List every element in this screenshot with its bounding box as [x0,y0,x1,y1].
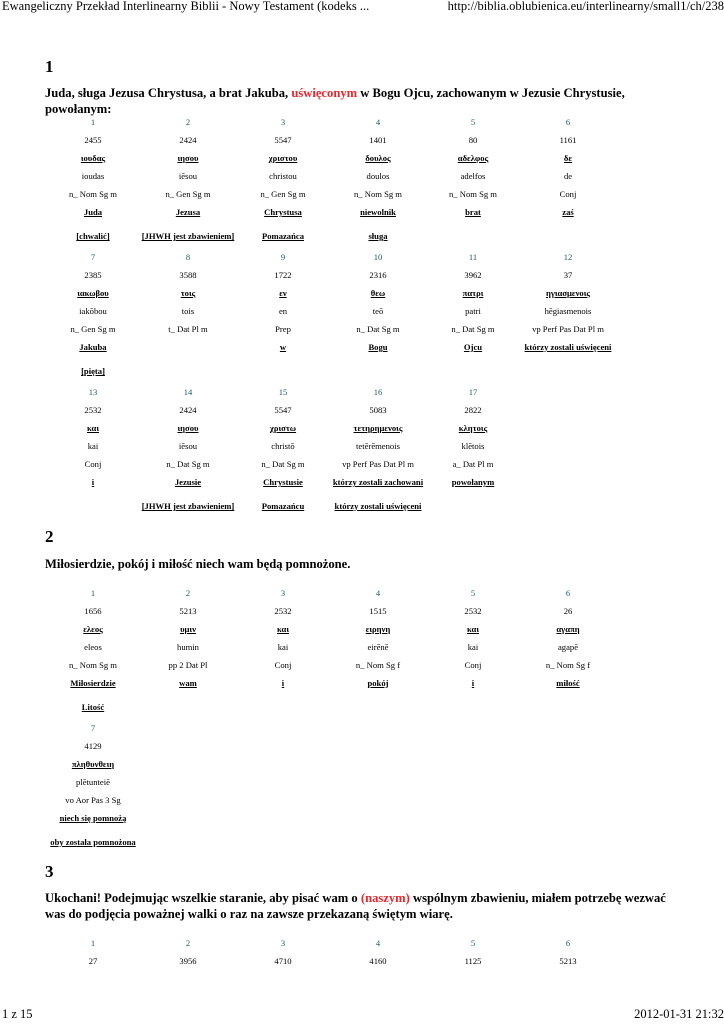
word-number: 3 [280,588,286,598]
polish-translation[interactable]: zaś [562,207,574,217]
transliteration: tetērēmenois [356,441,400,451]
page-counter: 1 z 15 [2,1007,33,1021]
transliteration: iēsou [178,171,198,181]
strong-number: 5213 [559,956,577,966]
morphology: n_ Dat Sg m [451,324,495,334]
greek-word[interactable]: αδελφος [457,153,489,163]
transliteration: kai [277,642,289,652]
polish-translation[interactable]: którzy zostali zachowani [332,477,424,487]
transliteration: ioudas [81,171,105,181]
word-number: 4 [375,588,381,598]
polish-translation[interactable]: Ojcu [463,342,483,352]
word-number: 4 [375,117,381,127]
strong-number: 1656 [84,606,102,616]
polish-translation[interactable]: miłość [556,678,580,688]
greek-word[interactable]: ειρηνη [365,624,391,634]
polish-translation[interactable]: Jezusa [175,207,201,217]
greek-word[interactable]: και [87,423,99,433]
word-number: 2 [185,588,191,598]
polish-translation[interactable]: Chrystusie [263,477,303,487]
strong-number: 1161 [559,135,577,145]
print-datetime: 2012-01-31 21:32 [634,1007,724,1021]
greek-word[interactable]: ιακωβου [77,288,109,298]
strong-number: 3962 [464,270,482,280]
strong-number: 27 [88,956,98,966]
transliteration: kai [87,441,99,451]
strong-number: 37 [563,270,573,280]
morphology: n_ Dat Sg m [166,459,210,469]
word-number: 10 [373,252,383,262]
word-number: 4 [375,938,381,948]
greek-word[interactable]: και [467,624,479,634]
strong-number: 4129 [84,741,102,751]
alternative-translation[interactable]: [JHWH jest zbawieniem] [141,231,235,241]
transliteration: kai [467,642,479,652]
alternative-translation[interactable]: Pomazańca [261,231,304,241]
strong-number: 2316 [369,270,387,280]
morphology: n_ Nom Sg m [354,189,402,199]
greek-word[interactable]: ελεος [83,624,103,634]
strong-number: 3956 [179,956,197,966]
greek-word[interactable]: εν [279,288,287,298]
alternative-translation[interactable]: Litość [81,702,105,712]
polish-translation[interactable]: brat [465,207,481,217]
page-url[interactable]: http://biblia.oblubienica.eu/interlinearny/small1/ch/238 [447,0,724,13]
word-number: 3 [280,938,286,948]
strong-number: 2424 [179,405,197,415]
transliteration: de [563,171,573,181]
transliteration: patri [465,306,481,316]
morphology: Conj [464,660,482,670]
polish-translation[interactable]: pokój [367,678,389,688]
strong-number: 4710 [274,956,292,966]
alternative-translation[interactable]: sługa [368,231,388,241]
verse-number: 2 [45,527,54,546]
alternative-translation[interactable]: [JHWH jest zbawieniem] [141,501,235,511]
polish-translation[interactable]: i [91,477,95,487]
word-number: 16 [373,387,383,397]
polish-translation[interactable]: i [281,678,285,688]
word-number: 1 [90,938,96,948]
morphology: vo Aor Pas 3 Sg [65,795,121,805]
greek-word[interactable]: και [277,624,289,634]
greek-word[interactable]: κλητοις [458,423,488,433]
strong-number: 2385 [84,270,102,280]
word-number: 6 [565,117,571,127]
word-number: 7 [90,723,96,733]
transliteration: adelfos [460,171,486,181]
greek-word[interactable]: ιησου [177,153,199,163]
greek-word[interactable]: χριστω [269,423,297,433]
strong-number: 2532 [84,405,102,415]
strong-number: 2424 [179,135,197,145]
transliteration: teō [372,306,384,316]
strong-number: 2532 [274,606,292,616]
verse-text: Juda, sługa Jezusa Chrystusa, a brat Jakuba, uświęconym w Bogu Ojcu, zachowanym w Jezusie Chrystusie, powołanym: [45,86,625,116]
word-number: 6 [565,588,571,598]
word-number: 14 [183,387,193,397]
verse-number: 1 [45,57,54,76]
alternative-translation[interactable]: Pomazańcu [261,501,305,511]
polish-translation[interactable]: powołanym [451,477,495,487]
alternative-translation[interactable]: [chwalić] [76,231,110,241]
strong-number: 2455 [84,135,102,145]
morphology: n_ Dat Sg m [356,324,400,334]
greek-word[interactable]: χριστου [268,153,298,163]
polish-translation[interactable]: Chrystusa [264,207,302,217]
transliteration: eleos [84,642,102,652]
polish-translation[interactable]: niewolnik [360,207,396,217]
strong-number: 5547 [274,405,292,415]
strong-number: 26 [563,606,573,616]
polish-translation[interactable]: Bogu [368,342,388,352]
polish-translation[interactable]: i [471,678,475,688]
morphology: n_ Nom Sg m [69,660,117,670]
transliteration: hēgiasmenois [544,306,592,316]
transliteration: en [278,306,288,316]
strong-number: 2532 [464,606,482,616]
morphology: n_ Nom Sg f [545,660,591,670]
morphology: n_ Dat Sg m [261,459,305,469]
alternative-translation[interactable]: [pięta] [81,366,105,376]
word-number: 5 [470,117,476,127]
greek-word[interactable]: τετηρημενοις [353,423,403,433]
strong-number: 5213 [179,606,197,616]
morphology: pp 2 Dat Pl [168,660,208,670]
word-number: 12 [563,252,573,262]
verse-text: Ukochani! Podejmując wszelkie staranie, aby pisać wam o (naszym) wspólnym zbawieniu, miałem potrzebę wezwać was do podjęcia poważnej walki o raz na zawsze przekazaną świętym wiarę. [45,891,666,921]
greek-word[interactable]: ιησου [177,423,199,433]
word-number: 7 [90,252,96,262]
transliteration: klētois [461,441,485,451]
morphology: n_ Nom Sg m [449,189,497,199]
strong-number: 2822 [464,405,482,415]
strong-number: 5083 [369,405,387,415]
strong-number: 4160 [369,956,387,966]
word-number: 9 [280,252,286,262]
strong-number: 1722 [274,270,292,280]
transliteration: iēsou [178,441,198,451]
alternative-translation[interactable]: którzy zostali uświęceni [334,501,422,511]
word-number: 2 [185,117,191,127]
polish-translation[interactable]: którzy zostali uświęceni [524,342,612,352]
greek-word[interactable]: αγαπη [556,624,580,634]
morphology: Conj [559,189,577,199]
morphology: n_ Nom Sg f [355,660,401,670]
strong-number: 3588 [179,270,197,280]
strong-number: 5547 [274,135,292,145]
greek-word[interactable]: υμιν [180,624,196,634]
word-number: 8 [185,252,191,262]
polish-translation[interactable]: wam [179,678,197,688]
morphology: vp Perf Pas Dat Pl m [342,459,414,469]
alternative-translation[interactable]: oby została pomnożona [50,837,136,847]
transliteration: eirēnē [367,642,389,652]
polish-translation[interactable]: Juda [83,207,103,217]
transliteration: agapē [557,642,579,652]
verse-text: Miłosierdzie, pokój i miłość niech wam będą pomnożone. [45,557,351,571]
morphology: n_ Gen Sg m [70,324,116,334]
word-number: 3 [280,117,286,127]
transliteration: humin [177,642,199,652]
verse-number: 3 [45,862,54,881]
morphology: n_ Nom Sg m [69,189,117,199]
greek-word[interactable]: ηγιασμενοις [545,288,590,298]
morphology: n_ Gen Sg m [165,189,211,199]
polish-translation[interactable]: w [279,342,287,352]
greek-word[interactable]: ιουδας [80,153,106,163]
greek-word[interactable]: δε [563,153,573,163]
morphology: t_ Dat Pl m [168,324,208,334]
transliteration: christō [271,441,295,451]
transliteration: iakōbou [79,306,107,316]
word-number: 15 [278,387,288,397]
word-number: 1 [90,588,96,598]
word-number: 5 [470,938,476,948]
word-number: 17 [468,387,478,397]
morphology: Conj [274,660,292,670]
transliteration: plētunteiē [76,777,110,787]
strong-number: 1125 [464,956,482,966]
transliteration: doulos [366,171,390,181]
word-number: 2 [185,938,191,948]
polish-translation[interactable]: niech się pomnożą [59,813,127,823]
strong-number: 1515 [369,606,387,616]
morphology: vp Perf Pas Dat Pl m [532,324,604,334]
morphology: a_ Dat Pl m [452,459,494,469]
greek-word[interactable]: πληθυνθειη [71,759,115,769]
greek-word[interactable]: πατρι [462,288,484,298]
word-number: 13 [88,387,98,397]
morphology: Conj [84,459,102,469]
greek-word[interactable]: θεω [370,288,386,298]
word-number: 1 [90,117,96,127]
greek-word[interactable]: τοις [180,288,196,298]
strong-number: 1401 [369,135,387,145]
word-number: 11 [468,252,478,262]
strong-number: 80 [468,135,478,145]
polish-translation[interactable]: Jezusie [174,477,202,487]
word-number: 6 [565,938,571,948]
transliteration: christou [269,171,297,181]
document-title: Ewangeliczny Przekład Interlinearny Biblii - Nowy Testament (kodeks ... [2,0,370,13]
morphology: n_ Gen Sg m [260,189,306,199]
greek-word[interactable]: δουλος [365,153,391,163]
polish-translation[interactable]: Miłosierdzie [70,678,116,688]
word-number: 5 [470,588,476,598]
polish-translation[interactable]: Jakuba [79,342,107,352]
transliteration: tois [181,306,195,316]
morphology: Prep [275,324,291,334]
